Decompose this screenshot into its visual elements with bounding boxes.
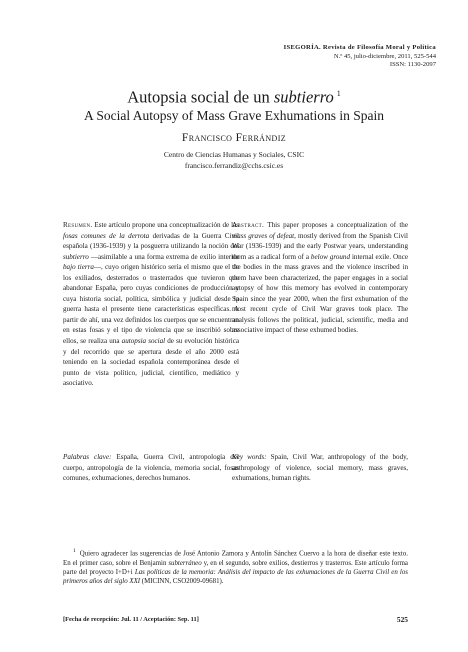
abstract-es-italic: bajo tierra <box>63 263 94 272</box>
footnote <box>63 547 408 586</box>
abstract-en-italic: mass graves of defeat <box>232 231 295 240</box>
keywords-english <box>232 452 408 484</box>
author-affiliation-block <box>0 150 468 171</box>
journal-issn: ISSN: 1130-2097 <box>389 61 436 69</box>
article-subtitle: A Social Autopsy of Mass Grave Exhumations in Spain <box>84 108 384 123</box>
page-number: 525 <box>396 615 408 624</box>
keywords-spanish <box>63 452 239 484</box>
author-affiliation: Centro de Ciencias Humanas y Sociales, CSIC <box>163 150 305 159</box>
abstract-spanish <box>63 220 239 389</box>
abstract-es-italic: fosas comunes de la derrota <box>63 231 150 240</box>
author-name: Francisco Ferrándiz <box>181 132 287 144</box>
title-footnote-ref[interactable]: 1 <box>336 89 341 98</box>
abstract-es-text: —, cuyo origen histórico sería el mismo que el de los exiliados, desterrados o trasterrados que tuvieron que abandonar España, pero cuyas condiciones de producción y cuya historia social, política, simbólica y judicial desde la guerra hasta el presente tiene características específicas. A partir de ahí, una vez definidos los cuerpos que se encuentran en estas fosas y el tipo de violencia que se inscribió sobre ellos, se realiza una <box>63 263 239 346</box>
abstract-en-text: , mostly derived from the Spanish Civil War (1936-1939) and the early Postwar years, understanding them as a radical form of a <box>232 231 408 261</box>
title-italic: subtierro <box>273 87 334 107</box>
footnote-mark: 1 <box>73 548 76 554</box>
journal-issue: N.º 45, julio-diciembre, 2011, 525-544 <box>333 52 436 60</box>
footnote-text: Quiero agradecer las sugerencias de José Antonio Zamora y Antolín Sánchez Cuervo a la hora de diseñar este texto. En el primer caso, sobre el Benjamin <box>63 550 408 567</box>
footnote-italic: subterráneo <box>168 559 202 567</box>
abstract-es-italic: autopsia social <box>121 337 166 346</box>
abstract-en-text: This paper proposes a conceptualization of the <box>264 221 408 229</box>
footnote-text: (MICINN, CSO2009-09681). <box>140 578 224 586</box>
abstract-es-text: Este artículo propone una conceptualización de las <box>92 221 239 229</box>
abstract-en-label: Abstract. <box>232 221 265 229</box>
abstract-english <box>232 220 408 336</box>
author-email[interactable]: francisco.ferrandiz@cchs.csic.es <box>184 160 284 170</box>
abstract-es-label: Resumen. <box>63 221 93 229</box>
abstract-es-text: de su evolución histórica y del recorrido que se apertura desde el año 2000 está teniendo en la sociedad española contemporánea desde el punto de vista político, judicial, científico, mediático y asociativo. <box>63 337 239 388</box>
journal-header <box>196 44 436 70</box>
abstract-es-italic: subtierro <box>63 252 89 261</box>
footnote-text: y, en el segundo, sobre exilios, destierros y trasterros. Este artículo forma parte del proyecto I+D+i <box>63 559 408 576</box>
journal-name: ISEGORÍA. Revista de Filosofía Moral y Política <box>283 44 436 51</box>
keywords-en-label: Key words: <box>232 453 267 461</box>
keywords-es-label: Palabras clave: <box>63 453 112 461</box>
footnote-italic: Las políticas de la memoria: Análisis del impacto de las exhumaciones de la Guerra Civil en los primeros años del siglo XXI <box>63 568 408 586</box>
abstract-es-text: derivadas de la Guerra Civil española (1936-1939) y la posguerra utilizando la noción del <box>63 231 239 251</box>
title-text: Autopsia social de un <box>127 87 274 107</box>
keywords-en-text: Spain, Civil War, anthropology of the body, anthropology of violence, social memory, mass graves, exhumations, human rights. <box>232 453 408 483</box>
article-title <box>0 84 468 107</box>
abstract-en-italic: below ground <box>310 252 351 261</box>
keywords-es-text: España, Guerra Civil, antropología del cuerpo, antropología de la violencia, memoria social, fosas comunes, exhumaciones, derechos humanos. <box>63 453 239 483</box>
reception-dates: [Fecha de recepción: Jul. 11 / Aceptación: Sep. 11] <box>63 616 199 623</box>
abstract-en-text: internal exile. Once the bodies in the mass graves and the violence inscribed in them have been characterized, the paper engages in a social autopsy of how this memory has evolved in contemporary Spain since the year 2000, when the first exhumation of the most recent cycle of Civil War graves took place. The analysis follows the political, judicial, scientific, media and associative impact of these exhumed bodies. <box>232 252 408 335</box>
abstract-es-text: —asimilable a una forma extrema de exilio interior <box>88 252 239 261</box>
